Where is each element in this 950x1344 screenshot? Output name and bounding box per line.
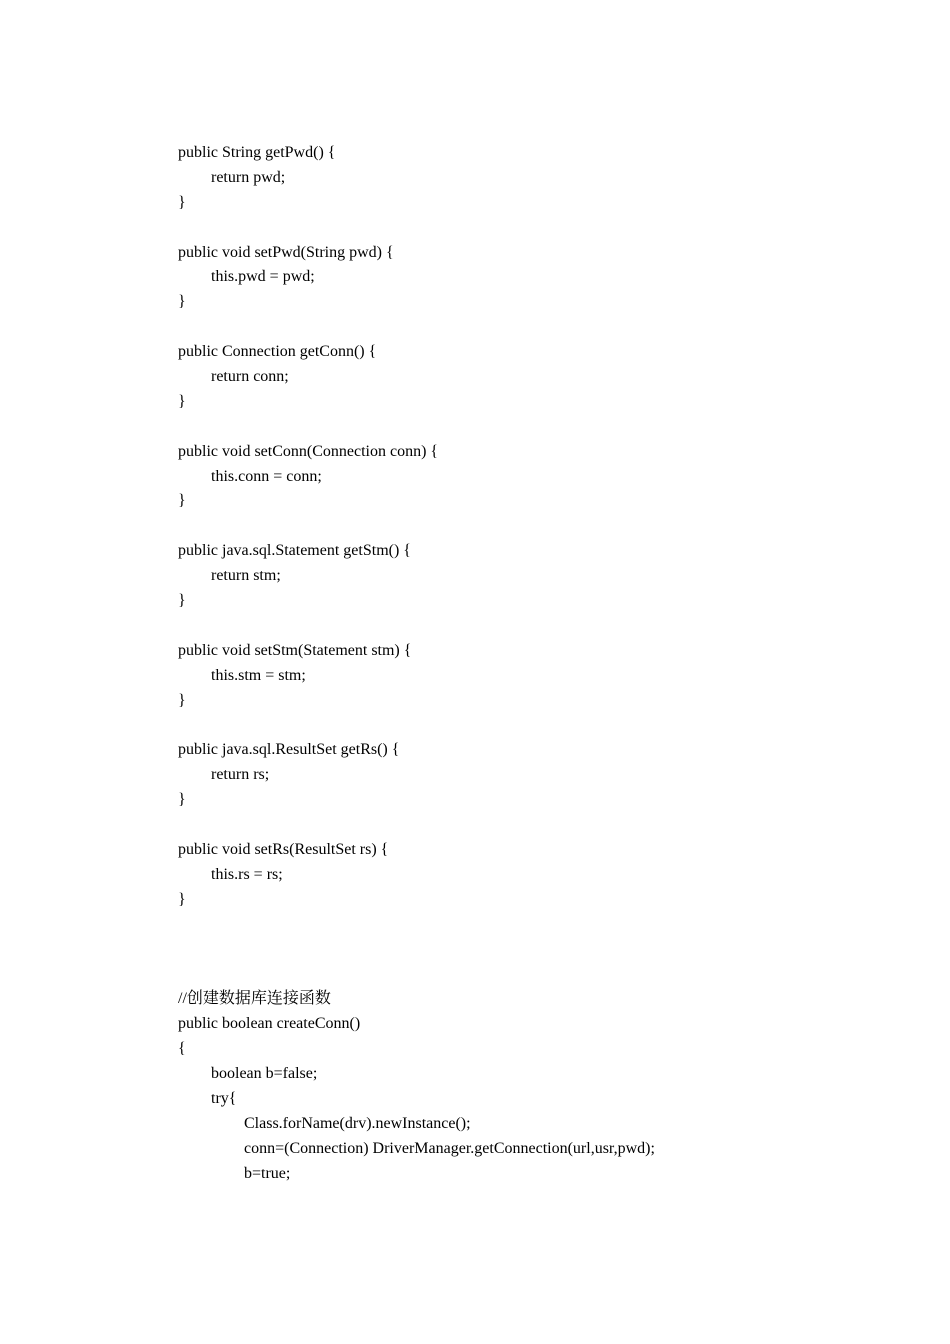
code-line: } xyxy=(178,890,186,908)
code-line: } xyxy=(178,791,186,809)
code-line: this.conn = conn; xyxy=(211,467,322,485)
code-line: public void setStm(Statement stm) { xyxy=(178,641,412,659)
code-line: boolean b=false; xyxy=(211,1064,318,1082)
blank-line xyxy=(178,415,878,440)
code-line: } xyxy=(178,392,186,410)
blank-lines xyxy=(178,913,878,988)
code-line: public Connection getConn() { xyxy=(178,343,377,361)
code-listing xyxy=(178,141,878,1186)
code-comment: //创建数据库连接函数 xyxy=(178,990,331,1008)
code-line: try{ xyxy=(211,1089,237,1107)
code-line: public java.sql.Statement getStm() { xyxy=(178,542,411,560)
code-line: } xyxy=(178,691,186,709)
code-line: this.pwd = pwd; xyxy=(211,268,315,286)
code-line: } xyxy=(178,293,186,311)
blank-line xyxy=(178,713,878,738)
blank-line xyxy=(178,813,878,838)
code-line: public void setPwd(String pwd) { xyxy=(178,243,394,261)
code-line: return stm; xyxy=(211,567,281,585)
code-line: { xyxy=(178,1040,186,1058)
code-line: this.rs = rs; xyxy=(211,865,283,883)
code-line: return pwd; xyxy=(211,168,286,186)
code-line: public boolean createConn() xyxy=(178,1015,361,1033)
blank-line xyxy=(178,514,878,539)
code-line: return conn; xyxy=(211,368,289,386)
code-line: } xyxy=(178,592,186,610)
code-line: Class.forName(drv).newInstance(); xyxy=(244,1114,471,1132)
blank-line xyxy=(178,315,878,340)
code-line: return rs; xyxy=(211,766,270,784)
code-line: conn=(Connection) DriverManager.getConnection(url,usr,pwd); xyxy=(244,1139,655,1157)
code-line: public void setConn(Connection conn) { xyxy=(178,442,439,460)
code-line: } xyxy=(178,492,186,510)
blank-line xyxy=(178,216,878,241)
code-line: public void setRs(ResultSet rs) { xyxy=(178,840,389,858)
blank-line xyxy=(178,614,878,639)
code-line: public String getPwd() { xyxy=(178,144,336,161)
code-line: b=true; xyxy=(244,1164,291,1182)
code-line: public java.sql.ResultSet getRs() { xyxy=(178,741,400,759)
code-line: } xyxy=(178,193,186,211)
code-line: this.stm = stm; xyxy=(211,666,306,684)
